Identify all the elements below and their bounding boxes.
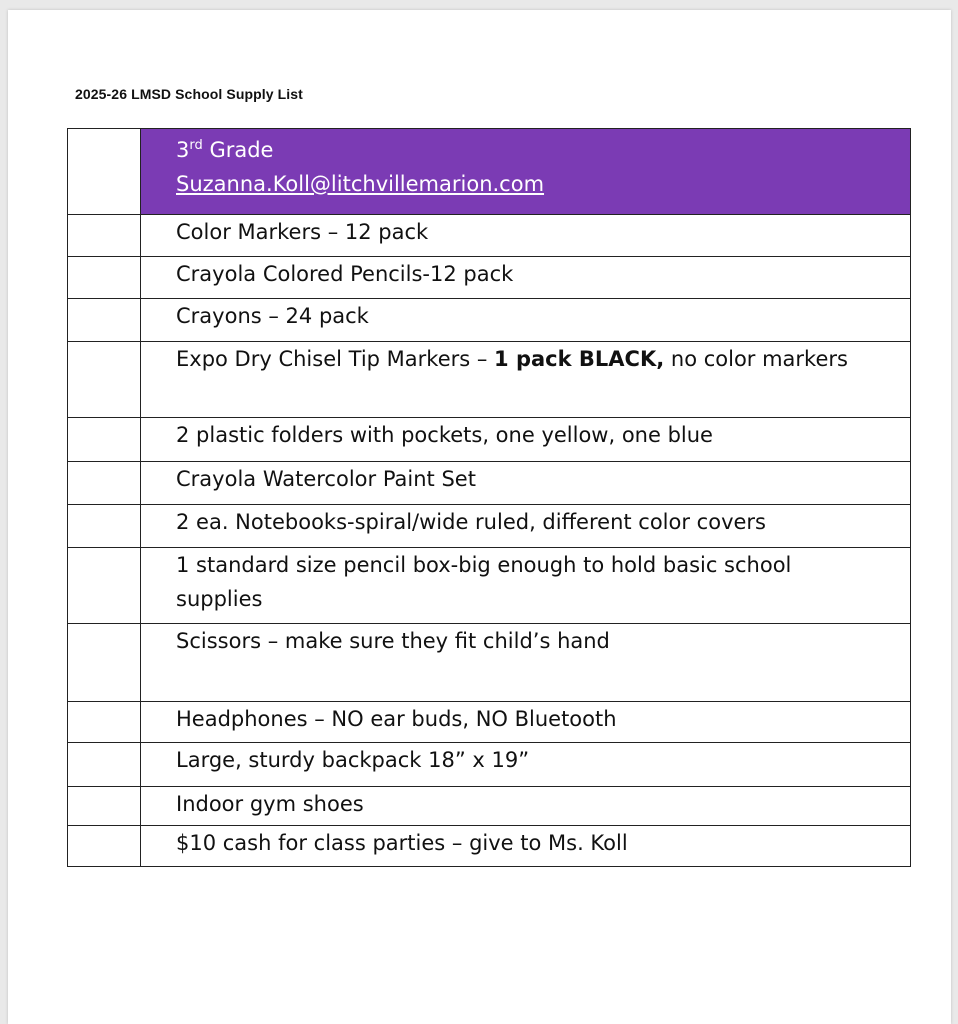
document-page bbox=[8, 10, 951, 1024]
supply-item: Expo Dry Chisel Tip Markers – 1 pack BLACK, no color markers bbox=[141, 342, 911, 418]
table-row bbox=[68, 787, 911, 826]
supply-item: Large, sturdy backpack 18” x 19” bbox=[141, 743, 911, 787]
supply-list-table bbox=[67, 128, 911, 867]
checkbox-cell bbox=[68, 505, 141, 548]
table-row bbox=[68, 299, 911, 342]
checkbox-cell bbox=[68, 299, 141, 342]
table-row bbox=[68, 257, 911, 299]
supply-item: 2 plastic folders with pockets, one yellow, one blue bbox=[141, 418, 911, 462]
checkbox-cell bbox=[68, 702, 141, 743]
table-row bbox=[68, 826, 911, 867]
checkbox-cell bbox=[68, 548, 141, 624]
supply-item: Headphones – NO ear buds, NO Bluetooth bbox=[141, 702, 911, 743]
supply-item: Scissors – make sure they fit child’s hand bbox=[141, 624, 911, 702]
table-row bbox=[68, 624, 911, 702]
grade-header-cell bbox=[141, 129, 911, 215]
table-row bbox=[68, 505, 911, 548]
checkbox-cell bbox=[68, 787, 141, 826]
table-row bbox=[68, 548, 911, 624]
checkbox-cell bbox=[68, 826, 141, 867]
checkbox-cell bbox=[68, 342, 141, 418]
table-header-row bbox=[68, 129, 911, 215]
table-row bbox=[68, 342, 911, 418]
checkbox-cell bbox=[68, 418, 141, 462]
checkbox-cell bbox=[68, 257, 141, 299]
supply-item: Crayola Watercolor Paint Set bbox=[141, 462, 911, 505]
supply-item: Crayola Colored Pencils-12 pack bbox=[141, 257, 911, 299]
checkbox-cell bbox=[68, 624, 141, 702]
supply-item: Crayons – 24 pack bbox=[141, 299, 911, 342]
supply-item: 1 standard size pencil box-big enough to hold basic school supplies bbox=[141, 548, 911, 624]
checkbox-cell bbox=[68, 462, 141, 505]
teacher-email-link[interactable]: Suzanna.Koll@litchvillemarion.com bbox=[176, 172, 545, 196]
supply-item: 2 ea. Notebooks-spiral/wide ruled, different color covers bbox=[141, 505, 911, 548]
supply-item: $10 cash for class parties – give to Ms. Koll bbox=[141, 826, 911, 867]
checkbox-cell bbox=[68, 215, 141, 257]
grade-heading: 3rd Grade bbox=[176, 138, 274, 162]
table-row bbox=[68, 702, 911, 743]
supply-item: Indoor gym shoes bbox=[141, 787, 911, 826]
table-row bbox=[68, 743, 911, 787]
document-title: 2025-26 LMSD School Supply List bbox=[75, 86, 303, 102]
table-row bbox=[68, 462, 911, 505]
checkbox-cell bbox=[68, 129, 141, 215]
table-row bbox=[68, 418, 911, 462]
table-row bbox=[68, 215, 911, 257]
supply-item: Color Markers – 12 pack bbox=[141, 215, 911, 257]
checkbox-cell bbox=[68, 743, 141, 787]
